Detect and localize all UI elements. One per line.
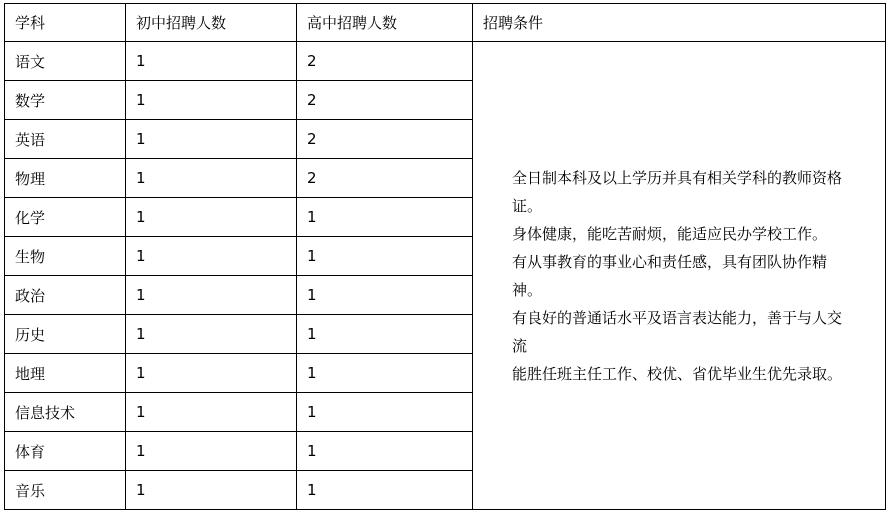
condition-line: 有从事教育的事业心和责任感，具有团队协作精 <box>512 252 828 271</box>
junior-count-cell: 1 <box>126 471 297 510</box>
subject-cell: 生物 <box>5 237 126 276</box>
condition-line: 身体健康，能吃苦耐烦，能适应民办学校工作。 <box>512 224 828 243</box>
condition-line: 证。 <box>512 196 543 215</box>
junior-count-cell: 1 <box>126 354 297 393</box>
table-row <box>5 42 886 81</box>
header-junior-count: 初中招聘人数 <box>126 4 297 42</box>
subject-cell: 信息技术 <box>5 393 126 432</box>
junior-count-cell: 1 <box>126 432 297 471</box>
senior-count-cell: 1 <box>297 198 473 237</box>
subject-cell: 物理 <box>5 159 126 198</box>
subject-cell: 地理 <box>5 354 126 393</box>
condition-line: 神。 <box>512 280 543 299</box>
header-row <box>5 4 886 42</box>
junior-count-cell: 1 <box>126 159 297 198</box>
header-conditions: 招聘条件 <box>473 4 886 42</box>
subject-cell: 数学 <box>5 81 126 120</box>
subject-cell: 历史 <box>5 315 126 354</box>
junior-count-cell: 1 <box>126 276 297 315</box>
senior-count-cell: 2 <box>297 159 473 198</box>
condition-line: 流 <box>512 336 528 355</box>
senior-count-cell: 2 <box>297 120 473 159</box>
condition-line: 全日制本科及以上学历并具有相关学科的教师资格 <box>512 168 843 187</box>
senior-count-cell: 2 <box>297 42 473 81</box>
senior-count-cell: 1 <box>297 354 473 393</box>
subject-cell: 化学 <box>5 198 126 237</box>
junior-count-cell: 1 <box>126 393 297 432</box>
subject-cell: 音乐 <box>5 471 126 510</box>
table-body <box>5 42 886 510</box>
subject-cell: 语文 <box>5 42 126 81</box>
junior-count-cell: 1 <box>126 315 297 354</box>
junior-count-cell: 1 <box>126 81 297 120</box>
subject-cell: 政治 <box>5 276 126 315</box>
senior-count-cell: 1 <box>297 393 473 432</box>
junior-count-cell: 1 <box>126 198 297 237</box>
senior-count-cell: 1 <box>297 471 473 510</box>
junior-count-cell: 1 <box>126 120 297 159</box>
senior-count-cell: 1 <box>297 276 473 315</box>
senior-count-cell: 2 <box>297 81 473 120</box>
recruitment-table <box>4 3 886 510</box>
condition-line: 能胜任班主任工作、校优、省优毕业生优先录取。 <box>512 364 843 383</box>
header-subject: 学科 <box>5 4 126 42</box>
senior-count-cell: 1 <box>297 315 473 354</box>
subject-cell: 英语 <box>5 120 126 159</box>
senior-count-cell: 1 <box>297 432 473 471</box>
conditions-cell <box>473 42 886 510</box>
junior-count-cell: 1 <box>126 42 297 81</box>
senior-count-cell: 1 <box>297 237 473 276</box>
subject-cell: 体育 <box>5 432 126 471</box>
condition-line: 有良好的普通话水平及语言表达能力，善于与人交 <box>512 308 843 327</box>
junior-count-cell: 1 <box>126 237 297 276</box>
header-senior-count: 高中招聘人数 <box>297 4 473 42</box>
